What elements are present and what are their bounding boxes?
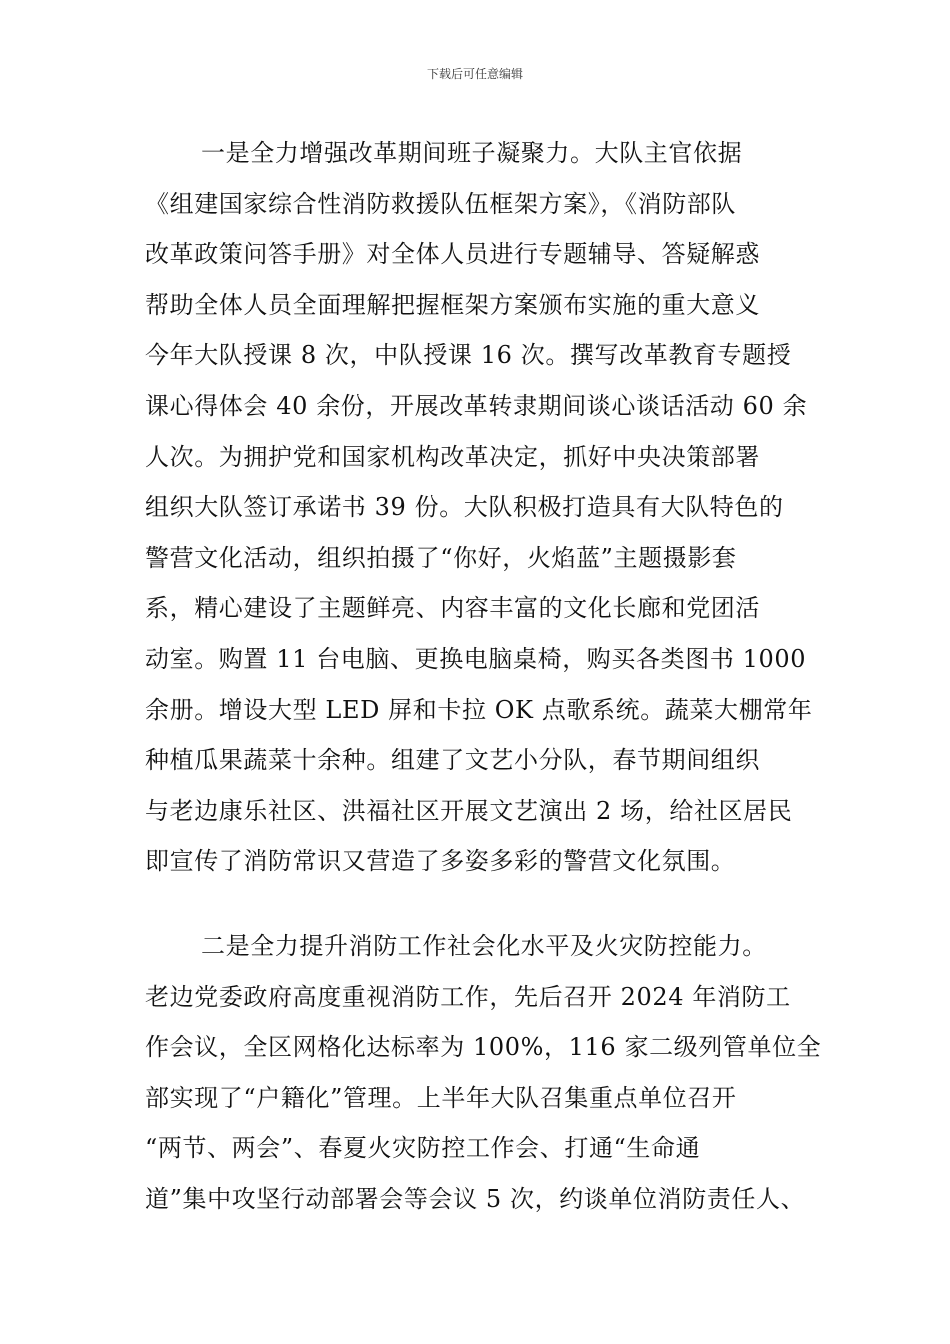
page-header: 下载后可任意编辑 [426, 67, 523, 81]
text-line: 系，精心建设了主题鲜亮、内容丰富的文化长廊和党团活 [145, 594, 760, 623]
text-line: 人次。为拥护党和国家机构改革决定，抓好中央决策部署 [145, 442, 760, 471]
text-line: 动室。购置 11 台电脑、更换电脑桌椅，购买各类图书 1000 [145, 644, 807, 673]
text-line: 改革政策问答手册》对全体人员进行专题辅导、答疑解惑 [145, 240, 760, 269]
text-line: 即宣传了消防常识又营造了多姿多彩的警营文化氛围。 [145, 847, 736, 876]
text-line: 道”集中攻坚行动部署会等会议 5 次，约谈单位消防责任人、 [145, 1184, 806, 1213]
text-line: 课心得体会 40 余份，开展改革转隶期间谈心谈话活动 60 余 [145, 391, 808, 420]
text-line: 二是全力提升消防工作社会化水平及火灾防控能力。 [201, 932, 767, 960]
text-line: “两节、两会”、春夏火灾防控工作会、打通“生命通 [145, 1134, 701, 1163]
text-line: 部实现了“户籍化”管理。上半年大队召集重点单位召开 [145, 1083, 737, 1112]
paragraph-2 [145, 921, 825, 1225]
text-line: 警营文化活动，组织拍摄了“你好，火焰蓝”主题摄影套 [145, 543, 737, 572]
text-line: 老边党委政府高度重视消防工作，先后召开 2024 年消防工 [145, 982, 791, 1011]
text-line: 今年大队授课 8 次，中队授课 16 次。撰写改革教育专题授 [145, 341, 792, 370]
paragraph-1 [145, 128, 825, 887]
text-line: 余册。增设大型 LED 屏和卡拉 OK 点歌系统。蔬菜大棚常年 [145, 695, 813, 724]
text-line: 作会议，全区网格化达标率为 100%，116 家二级列管单位全 [145, 1033, 822, 1062]
text-line: 一是全力增强改革期间班子凝聚力。大队主官依据 [201, 139, 743, 167]
text-line: 与老边康乐社区、洪福社区开展文艺演出 2 场，给社区居民 [145, 796, 793, 825]
text-line: 组织大队签订承诺书 39 份。大队积极打造具有大队特色的 [145, 493, 784, 522]
text-line: 《组建国家综合性消防救援队伍框架方案》，《消防部队 [145, 189, 736, 218]
text-line: 帮助全体人员全面理解把握框架方案颁布实施的重大意义 [145, 290, 760, 319]
text-line: 种植瓜果蔬菜十余种。组建了文艺小分队，春节期间组织 [145, 746, 760, 775]
